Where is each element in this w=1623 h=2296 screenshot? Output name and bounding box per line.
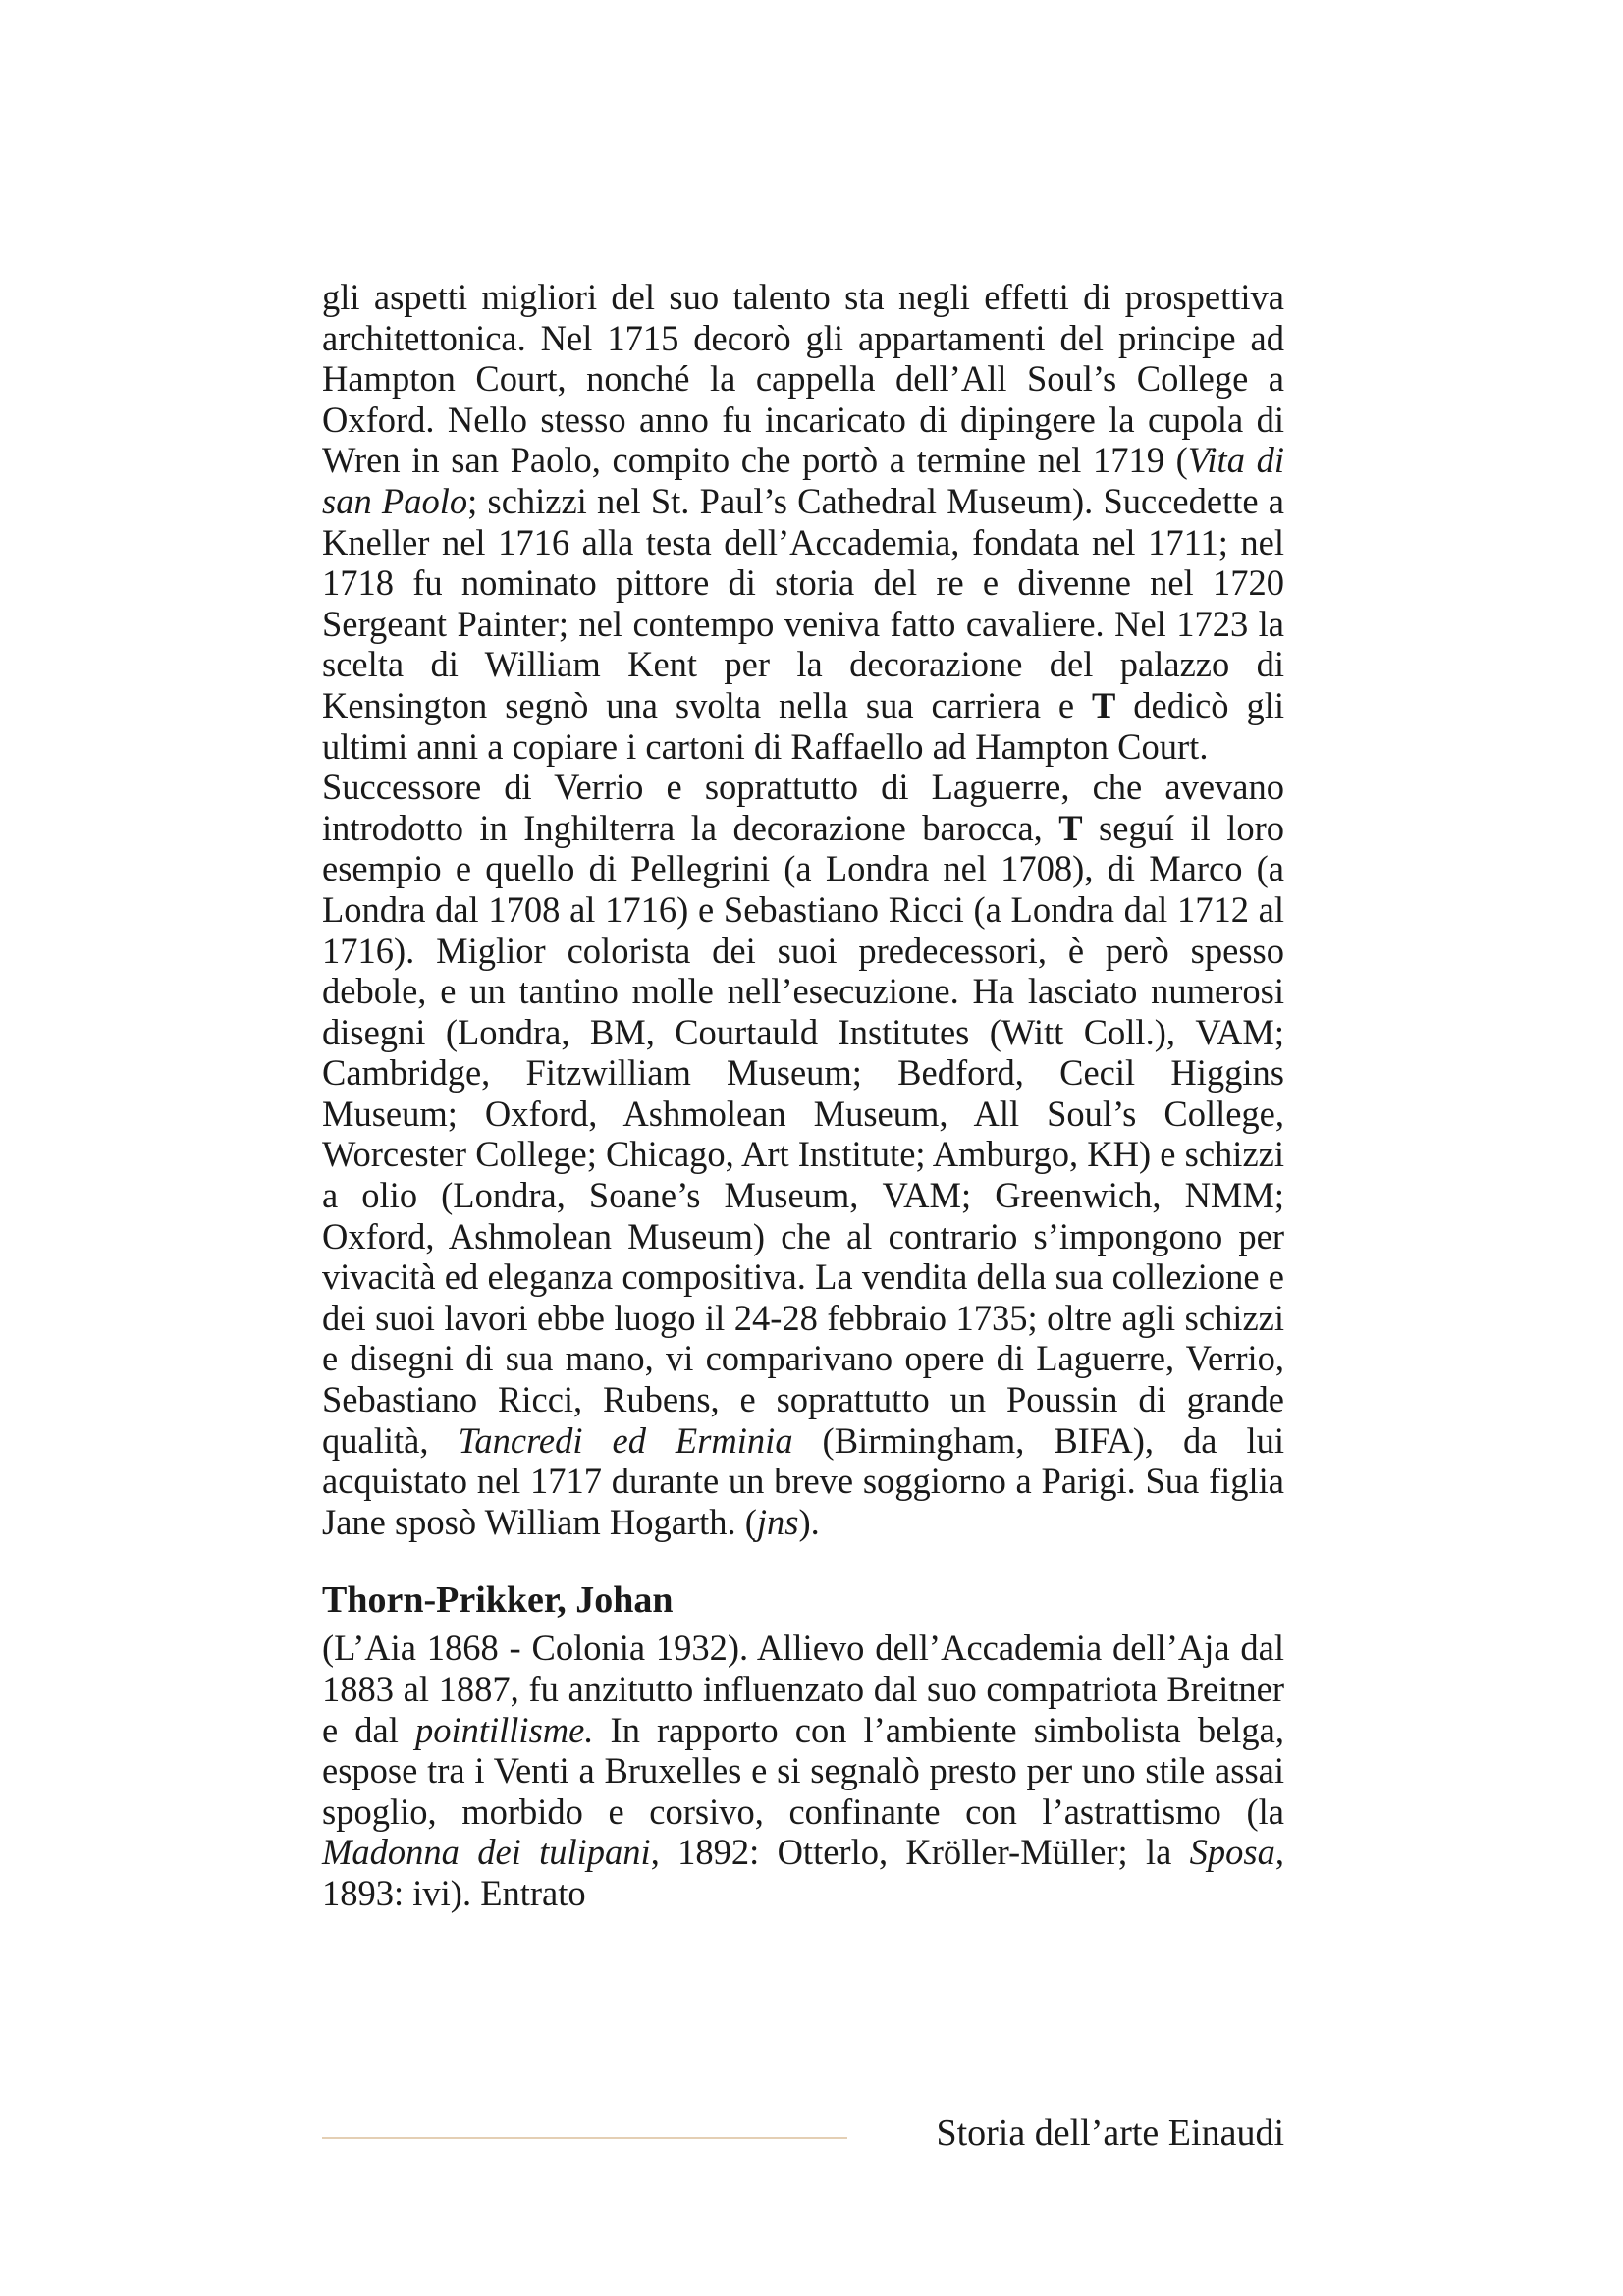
museum-abbreviation: BIFA [1054, 1419, 1133, 1461]
paragraph-thornhill-career: gli aspetti migliori del suo talento sta negli effetti di prospettiva architettonica. Nel 1715 decorò gli appartamenti del principe ad Hampton Court, nonché la cappella dell’All Soul’s College a Oxford. Nello stesso anno fu incaricato di dipingere la cupola di Wren in san Paolo, compito che portò a termine nel 1719 (Vita di san Paolo; schizzi nel St. Paul’s Cathedral Museum). Succedette a Kneller nel 1716 alla testa dell’Accademia, fondata nel 1711; nel 1718 fu nominato pittore di storia del re e divenne nel 1720 Sergeant Painter; nel contempo veniva fatto cavaliere. Nel 1723 la scelta di William Kent per la decorazione del palazzo di Kensington segnò una svolta nella sua carriera e T dedicò gli ultimi anni a copiare i cartoni di Raffaello ad Hampton Court. [322, 277, 1284, 767]
publication-title: Storia dell’arte Einaudi [936, 2112, 1284, 2154]
page-footer [322, 2109, 1284, 2158]
museum-abbreviation: BM [589, 1011, 646, 1052]
museum-abbreviation: VAM [882, 1175, 961, 1216]
artwork-title: Tancredi ed Erminia [458, 1419, 793, 1461]
paragraph-thorn-prikker: (L’Aia 1868 - Colonia 1932). Allievo dell’Accademia dell’Aja dal 1883 al 1887, fu anzitutto influenzato dal suo compatriota Breitner e dal pointillisme. In rapporto con l’ambiente simbolista belga, espose tra i Venti a Bruxelles e si segnalò presto per uno stile assai spoglio, morbido e corsivo, confinante con l’astrattismo (la Madonna dei tulipani, 1892: Otterlo, Kröller-Müller; la Sposa, 1893: ivi). Entrato [322, 1628, 1285, 1913]
artist-initial: T [1058, 807, 1083, 848]
museum-abbreviation: KH [1087, 1134, 1139, 1175]
museum-abbreviation: VAM [1195, 1011, 1274, 1052]
footer-rule [322, 2137, 847, 2139]
paragraph-thornhill-works: Successore di Verrio e soprattutto di Laguerre, che avevano introdotto in Inghilterra la decorazione barocca, T seguí il loro esempio e quello di Pellegrini (a Londra nel 1708), di Marco (a Londra dal 1708 al 1716) e Sebastiano Ricci (a Londra dal 1712 al 1716). Miglior colorista dei suoi predecessori, è però spesso debole, e un tantino molle nell’esecuzione. Ha lasciato numerosi disegni (Londra, BM, Courtauld Institutes (Witt Coll.), VAM; Cambridge, Fitzwilliam Museum; Bedford, Cecil Higgins Museum; Oxford, Ashmolean Museum, All Soul’s College, Worcester College; Chicago, Art Institute; Amburgo, KH) e schizzi a olio (Londra, Soane’s Museum, VAM; Greenwich, NMM; Oxford, Ashmolean Museum) che al contrario s’impongono per vivacità ed eleganza compositiva. La vendita della sua collezione e dei suoi lavori ebbe luogo il 24-28 febbraio 1735; oltre agli schizzi e disegni di sua mano, vi comparivano opere di Laguerre, Verrio, Sebastiano Ricci, Rubens, e soprattutto un Poussin di grande qualità, Tancredi ed Erminia (Birmingham, BIFA), da lui acquistato nel 1717 durante un breve soggiorno a Parigi. Sua figlia Jane sposò William Hogarth. (jns). [322, 767, 1284, 1542]
art-movement: pointillisme. [414, 1709, 594, 1750]
text-column [322, 277, 1284, 1914]
artist-initial: T [1091, 684, 1116, 725]
museum-abbreviation: NMM [1184, 1175, 1274, 1216]
artwork-title: Madonna dei tulipani [322, 1832, 651, 1873]
artwork-title: Sposa [1189, 1832, 1275, 1873]
author-initials: jns [756, 1501, 799, 1542]
artwork-title: Vita di san Paolo [322, 440, 1284, 521]
entry-title: Thorn-Prikker, Johan [322, 1579, 674, 1622]
